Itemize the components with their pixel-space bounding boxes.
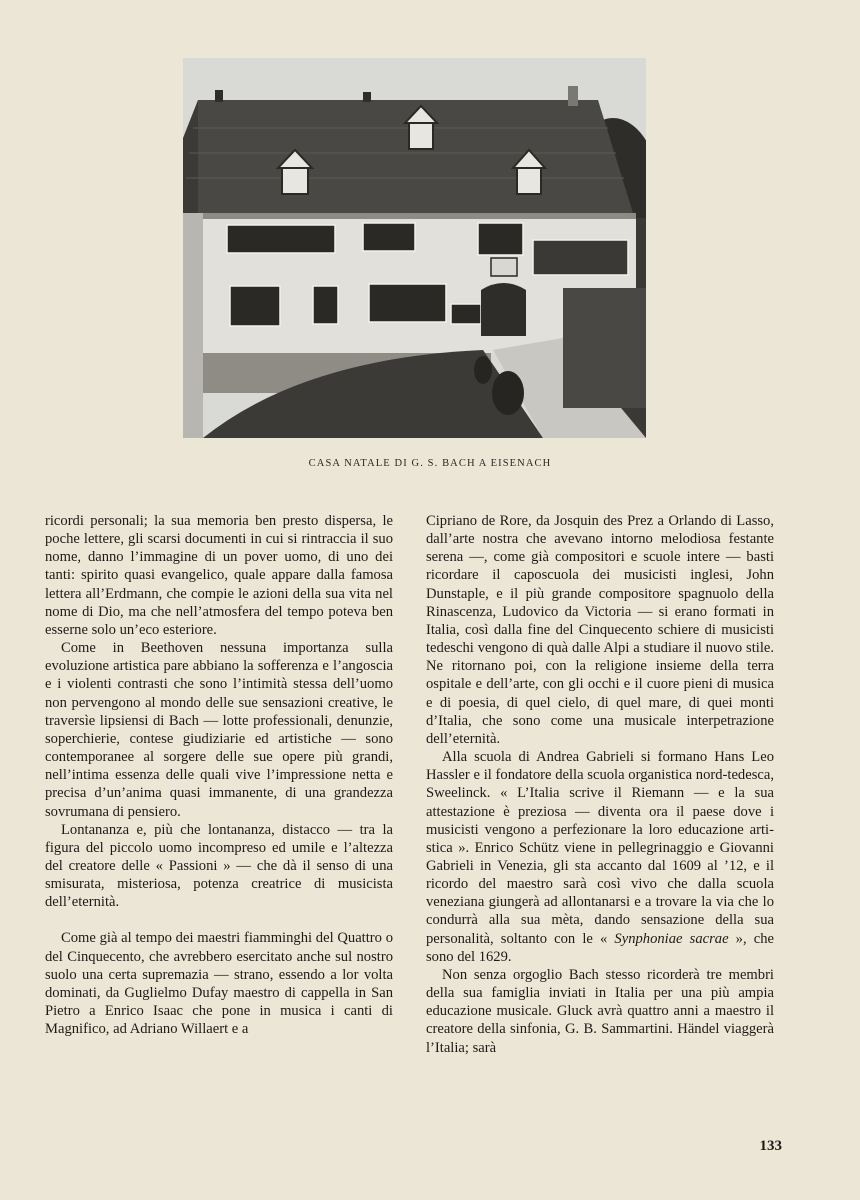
text-run: », che sono del 1629. — [426, 930, 774, 965]
paragraph: Come in Beethoven nessuna importanza sulla evoluzione artistica pare abbiano la sofferenza e l’angoscia e i violenti contrasti che sono l’intimità stessa dell’uomo non pervengono al mondo delle sue sensazioni creative, le traversìe lipsiensi di Bach — lotte professionali, denunzie, soperchierie, contese giudiziarie ed artistiche — sono contemporanee al sorgere delle sue opere più grandi, nell’intima essenza delle quali vive l’impressione netta e precisa d’un’anima quasi immanente, di una grandezza sovrumana di pensiero. — [45, 640, 393, 820]
paragraph: ricordi personali; la sua memoria ben presto dispersa, le poche lettere, gli scarsi documenti in cui si rintraccia il suo nome, danno l’immagine di un pover uomo, di uno dei tanti: spirito quasi evangelico, quale appare dalla famosa lettera all’Erdmann, che compie le azioni della sua vita nel nome di Dio, ma che nell’atmosfera del tempo poteva ben esserne solo un’eco esteriore. — [45, 513, 393, 638]
paragraph: Cipriano de Rore, da Josquin des Prez a Orlando di Lasso, dall’arte nostra che avevano intorno melodiosa festante serena —, come già compositori e scuole intere — basti ricordare il caposcuola dei musicisti inglesi, John Dunstaple, e il più grande compositore spagnuolo della Rinascenza, Ludovico da Victoria — si erano formati in Italia, così dalla fine del Cinquecento schiere di musicisti tedeschi vengono di quà dalle Alpi a studiare il nuovo stile. Ne ritornano poi, con la religione insieme della terra ospitale e dell’arte, con gli occhi e il cuore pieni di musica e di poesia, di quel cielo, di quel mare, di quei monti d’Italia, che sono come una musicale interpetrazione dell’eternità. — [426, 513, 774, 747]
paragraph: Non senza orgoglio Bach stesso ricorderà tre membri della sua famiglia inviati in Italia per una più ampia educazione musicale. Gluck avrà quattro anni a maestro il creatore della sinfonia, G. B. Sammartini. Händel viaggerà l’Italia; sarà — [426, 966, 774, 1056]
text-run: Alla scuola di Andrea Gabrieli si formano Hans Leo Hassler e il fondatore della scuola organistica nord-tedesca, Sweelinck. « L’Italia scrive il Riemann — e la sua attestazione è preziosa — diventa ora il paese dove i musicisti vengono a perfezionare la loro educazione artistica ». Enrico Schütz viene in pellegrinaggio e Giovanni Gabrieli in Venezia, gli sta accanto dal 1609 al ’12, e il ricordo del maestro sarà così vivo che dalla scuola veneziana giungerà ad allontanarsi e a trovare la via che lo condurrà alla sua mèta, dando sensazione della sua personalità, soltanto con le « — [426, 749, 774, 947]
bach-house-photo — [183, 58, 646, 438]
italic-title: Synphoniae sacrae — [614, 930, 729, 947]
right-column — [426, 512, 774, 1057]
page-number: 133 — [759, 1138, 782, 1154]
paragraph — [426, 748, 774, 966]
paragraph: Come già al tempo dei maestri fiamminghi del Quattro o del Cinquecento, che avrebbero esercitato anche sul nostro suolo una certa supremazia — strano, essendo a lor volta dominati, da Guglielmo Dufay maestro di cappella in San Pietro a Enrico Isaac che pone in musica i canti di Magnifico, ad Adriano Willaert e a — [45, 930, 393, 1038]
figure-caption: CASA NATALE DI G. S. BACH A EISENACH — [308, 458, 552, 469]
left-column — [45, 512, 393, 1038]
paragraph: Lontananza e, più che lontananza, distacco — tra la figura del piccolo uomo incompreso ed umile e l’altezza del creatore delle « Passioni » — che dà il senso di una smisurata, misteriosa, potenza creatrice di musicista dell’eternità. — [45, 821, 393, 911]
